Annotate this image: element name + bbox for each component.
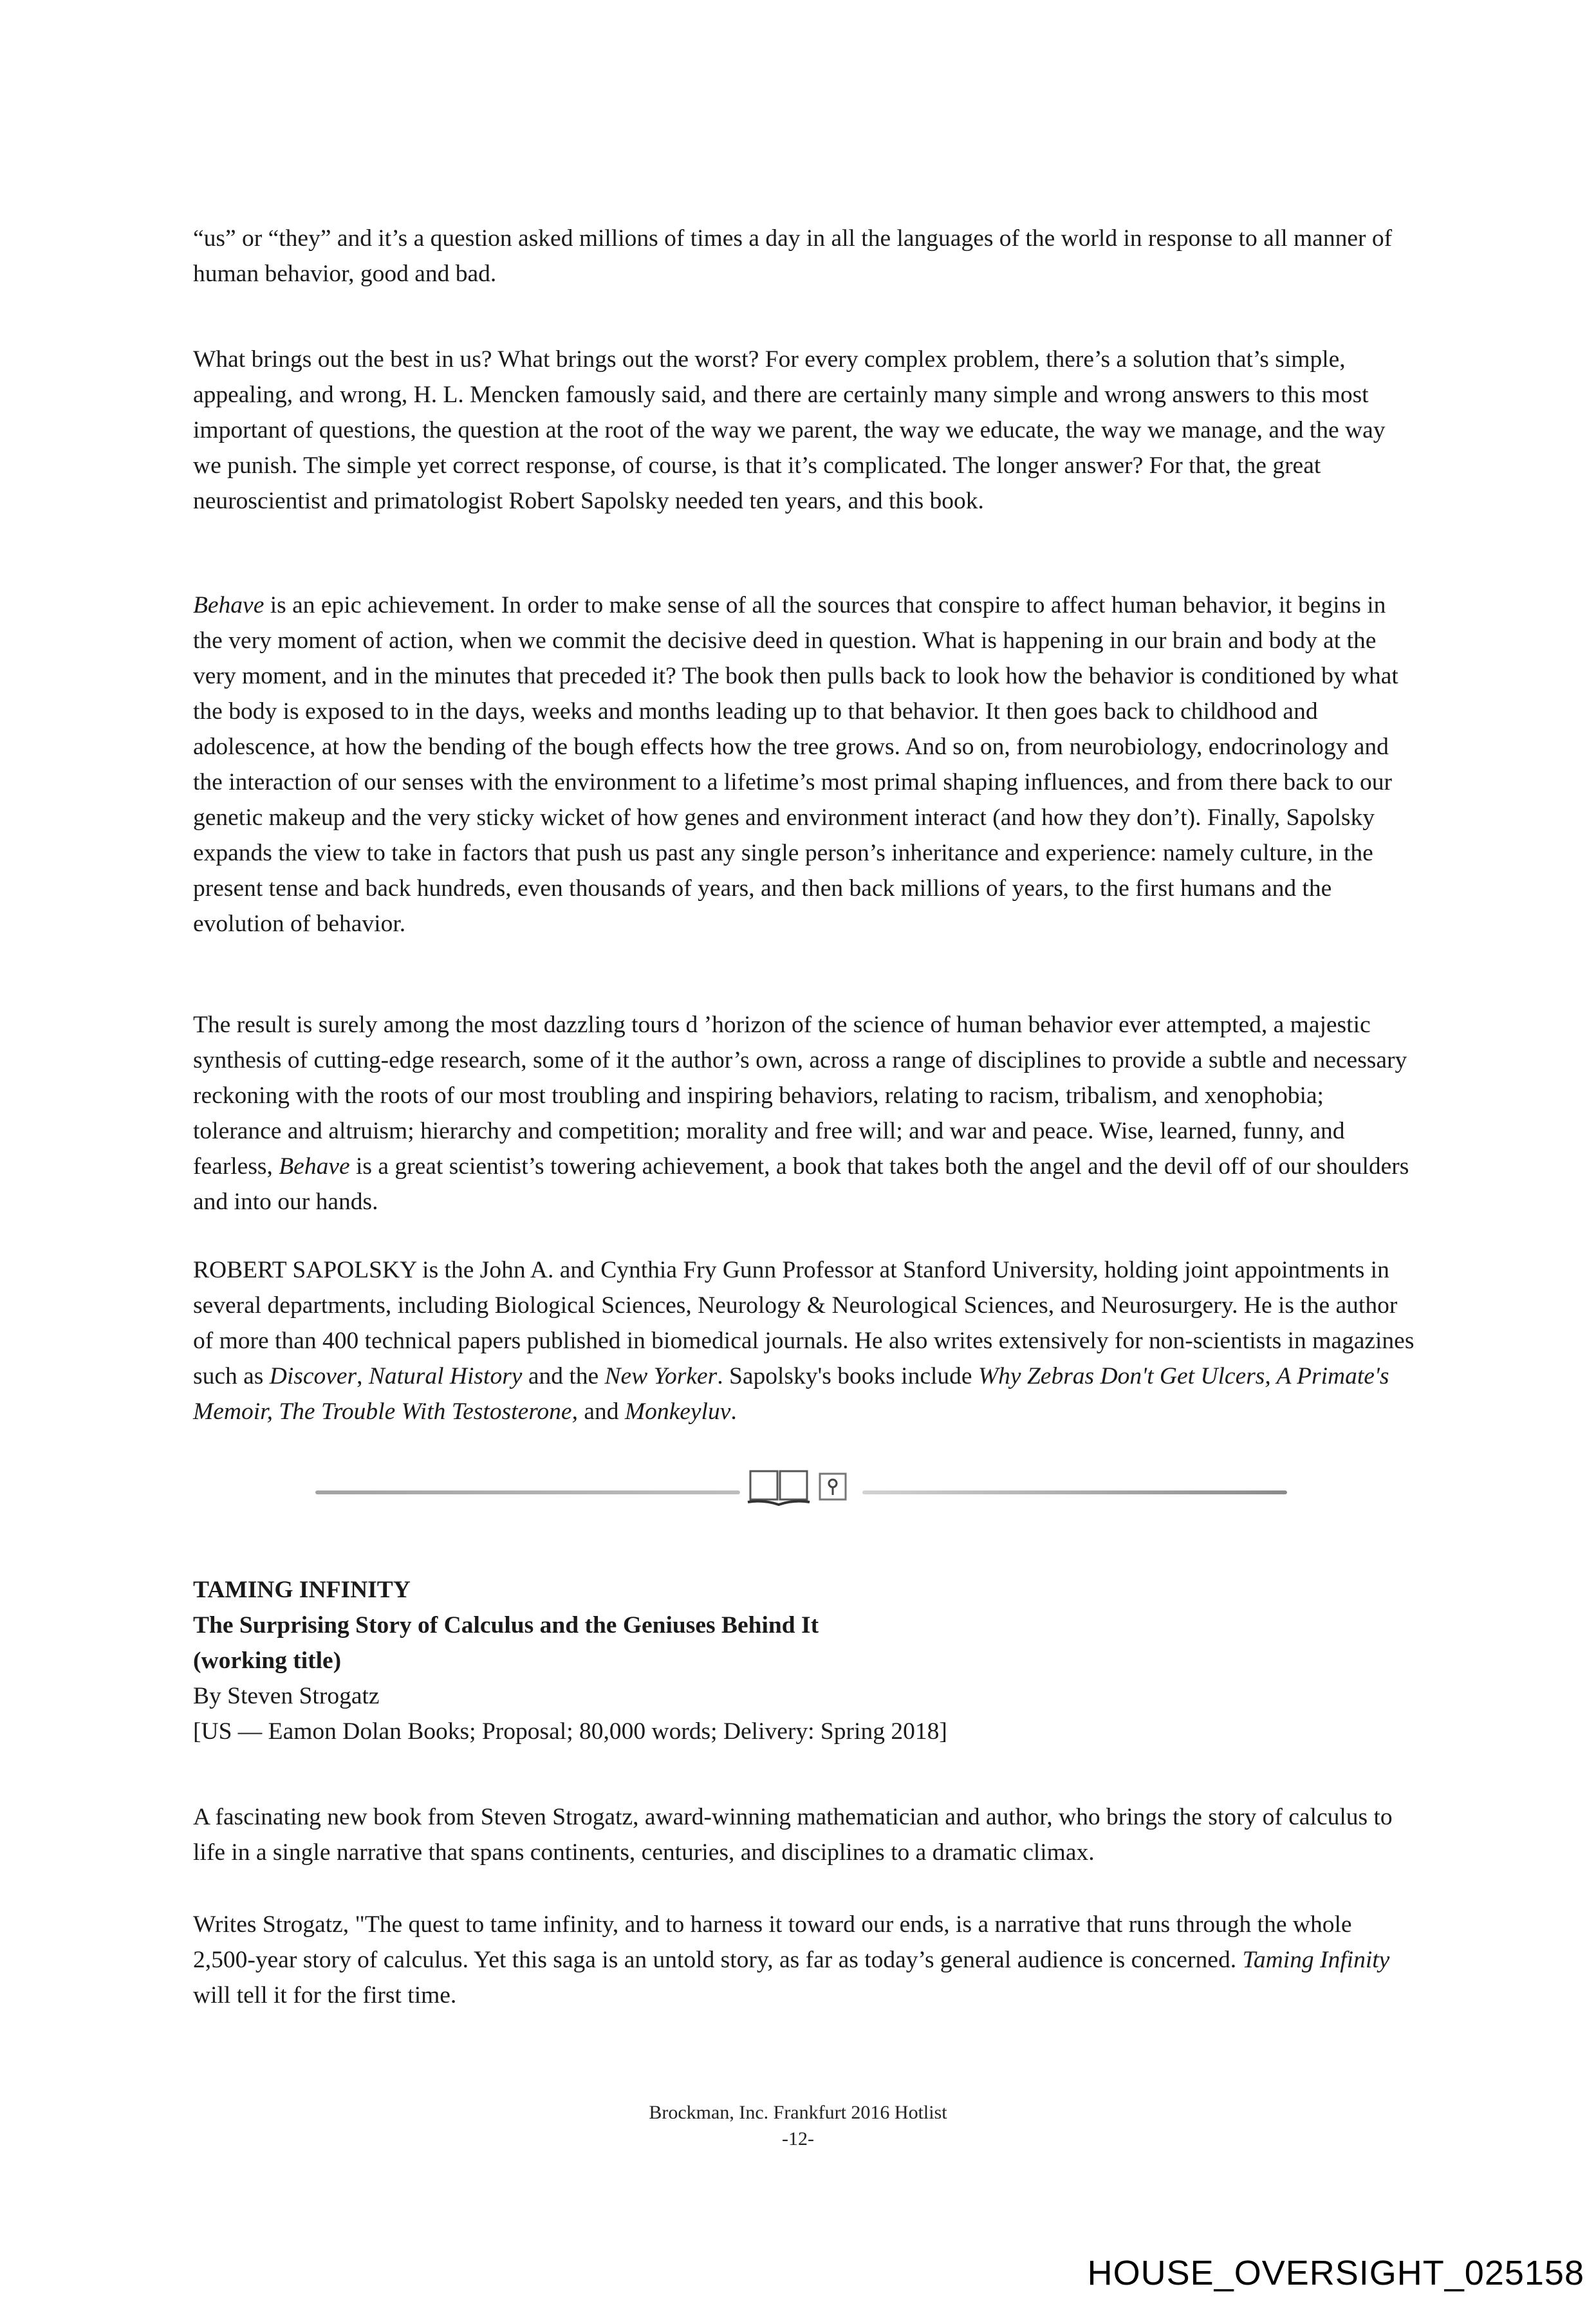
page-number: -12- [782,2128,814,2149]
paragraph-text: . [730,1398,737,1425]
paragraph-text: and [577,1398,625,1425]
book-title-behave: Behave [279,1153,350,1180]
paragraph-text: is a great scientist’s towering achievement, a book that takes both the angel and the devil off of our shoulders and into our hands. [193,1153,1409,1215]
book-details: [US — Eamon Dolan Books; Proposal; 80,000 words; Delivery: Spring 2018] [193,1718,947,1745]
book-titles-list: Why Zebras Don't Get Ulcers, A Primate's Memoir, The Trouble With Testosterone, [193,1362,1389,1425]
book-subtitle: The Surprising Story of Calculus and the Geniuses Behind It [193,1612,819,1638]
book-author: By Steven Strogatz [193,1683,380,1709]
paragraph-text: What brings out the best in us? What brings out the worst? For every complex problem, there’s a solution that’s simple, appealing, and wrong, H. L. Mencken famously said, and there are certainly many simple and wrong answers to this most important of questions, the question at the root of the way we parent, the way we educate, the way we manage, and the way we punish. The simple yet correct response, of course, is that it’s complicated. The longer answer? For that, the great neuroscientist and primatologist Robert Sapolsky needed ten years, and this book. [193,346,1386,514]
paragraph-text: ROBERT SAPOLSKY is the John A. and Cynthia Fry Gunn Professor at Stanford University, holding joint appointments in several departments, including Biological Sciences, Neurology & Neurological Sciences, and Neurosurgery. He is the author of more than 400 technical papers published in biomedical journals. He also writes extensively for non-scientists in magazines such as [193,1256,1415,1389]
keyhole-icon [817,1471,848,1502]
paragraph-result [193,1007,1416,1220]
footer-publisher: Brockman, Inc. Frankfurt 2016 Hotlist [649,2102,947,2123]
paragraph-text: and the [522,1362,605,1389]
open-book-icon [747,1466,811,1507]
book-entry-header [193,1572,1416,1749]
divider-rule-left [315,1490,740,1494]
paragraph-text: The result is surely among the most dazzling tours d ’horizon of the science of human behavior ever attempted, a majestic synthesis of cutting-edge research, some of it the author’s own, across a range of disciplines to provide a subtle and necessary reckoning with the roots of our most troubling and inspiring behaviors, relating to racism, tribalism, and xenophobia; tolerance and altruism; hierarchy and competition; morality and free will; and war and peace. Wise, learned, funny, and fearless, [193,1011,1407,1180]
paragraph-behave-achievement [193,588,1416,942]
book-title-monkeyluv: Monkeyluv [624,1398,731,1425]
paragraph-author-quote [193,1907,1416,2013]
book-title-taming-infinity: Taming Infinity [1242,1946,1390,1973]
book-title-behave: Behave [193,591,264,618]
paragraph-text: “us” or “they” and it’s a question asked millions of times a day in all the languages of the world in response to all manner of human behavior, good and bad. [193,225,1393,287]
magazine-title: New Yorker [604,1362,718,1389]
bates-stamp: HOUSE_OVERSIGHT_025158 [1087,2254,1584,2292]
divider-rule-right [862,1490,1287,1494]
paragraph-text: A fascinating new book from Steven Strogatz, award-winning mathematician and author, who brings the story of calculus to life in a single narrative that spans continents, centuries, and disciplines to a dramatic climax. [193,1803,1393,1866]
paragraph-text: . Sapolsky's books include [717,1362,978,1389]
section-divider [315,1461,1287,1512]
paragraph-text: will tell it for the first time. [193,1982,457,2009]
paragraph-best-worst [193,342,1416,519]
paragraph-author-bio [193,1252,1416,1429]
book-title: TAMING INFINITY [193,1577,411,1603]
paragraph-text: Writes Strogatz, "The quest to tame infinity, and to harness it toward our ends, is a narrative that runs through the whole 2,500-year story of calculus. Yet this saga is an untold story, as far as today’s general audience is concerned. [193,1911,1352,1973]
paragraph-book-intro [193,1799,1416,1870]
working-title-note: (working title) [193,1648,342,1674]
paragraph-text: is an epic achievement. In order to make sense of all the sources that conspire to affect human behavior, it begins in the very moment of action, when we commit the decisive deed in question. What is happening in our brain and body at the very moment, and in the minutes that preceded it? The book then pulls back to look how the behavior is conditioned by what the body is exposed to in the days, weeks and months leading up to that behavior. It then goes back to childhood and adolescence, at how the bending of the bough effects how the tree grows. And so on, from neurobiology, endocrinology and the interaction of our senses with the environment to a lifetime’s most primal shaping influences, and from there back to our genetic makeup and the very sticky wicket of how genes and environment interact (and how they don’t). Finally, Sapolsky expands the view to take in factors that push us past any single person’s inheritance and experience: namely culture, in the present tense and back hundreds, even thousands of years, and then back millions of years, to the first humans and the evolution of behavior. [193,591,1398,937]
paragraph-text: , [357,1362,369,1389]
magazine-title: Natural History [368,1362,523,1389]
magazine-title: Discover [269,1362,357,1389]
paragraph-intro-continuation [193,221,1416,292]
